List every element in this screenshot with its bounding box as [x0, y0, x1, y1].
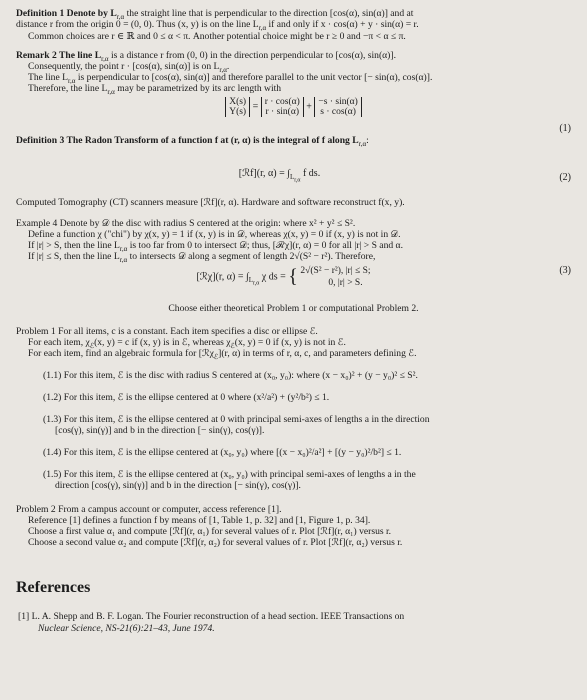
problem-1-line-1: Problem 1 For all items, c is a constant. Each item specifies a disc or ellipse ℰ.	[16, 326, 318, 337]
item-1-1: (1.1) For this item, ℰ is the disc with radius S centered at (x₀, y₀): where (x − x₀)² + (y − y₀)² ≤ S².	[43, 370, 418, 381]
problem-2-line-4: Choose a second value α₂ and compute [ℛf](r, α₂) for several values of r. Plot [ℛf](r, α₂) versus r.	[28, 537, 403, 548]
choose-sentence: Choose either theoretical Problem 1 or computational Problem 2.	[168, 303, 419, 314]
vector-s: −s · sin(α) s · cos(α)	[314, 97, 361, 117]
definition-1-line-1: Definition 1 Denote by $L_{r,\alpha}$ the straight line that is perpendicular to the direction [cos(α), sin(α)] and at	[16, 8, 414, 21]
problem-1-line-3: For each item, find an algebraic formula for [ℛχ$_ℰ$](r, α) in terms of r, α, c, and parameters defining ℰ.	[28, 348, 417, 361]
definition-1-line-3: Common choices are r ∈ ℝ and 0 ≤ α < π. Another potential choice might be r ≥ 0 and −π < α ≤ π.	[28, 31, 406, 42]
item-1-3-line-1: (1.3) For this item, ℰ is the ellipse centered at 0 with principal semi-axes of lengths a in the direction	[43, 414, 430, 425]
item-1-4: (1.4) For this item, ℰ is the ellipse centered at (x₀, y₀) where [(x − x₀)²/a²] + [(y − y₀)²/b²] ≤ 1.	[43, 447, 402, 458]
example-4-line-3: If |r| > S, then the line $L_{r,\alpha}$ is too far from 0 to intersect 𝒟; thus, [ℛχ](r, α) = 0 for all |r| > S and α.	[28, 240, 403, 253]
references-heading: References	[16, 579, 91, 596]
equation-1: X(s) Y(s) = r · cos(α) r · sin(α) + −s · sin(α) s · cos(α)	[0, 97, 587, 117]
example-4-line-4: If |r| ≤ S, then the line $L_{r,\alpha}$ to intersects 𝒟 along a segment of length 2√(S² − r²). Therefore,	[28, 251, 376, 264]
remark-2-line-2: Consequently, the point r · [cos(α), sin(α)] is on $L_{r,\alpha}$.	[28, 61, 230, 74]
problem-2-line-2: Reference [1] defines a function f by means of [1, Table 1, p. 32] and [1, Figure 1, p. 34].	[28, 515, 371, 526]
reference-1-line-2: Nuclear Science, NS-21(6):21–43, June 1974.	[38, 623, 215, 634]
vector-xy: X(s) Y(s)	[225, 97, 250, 117]
case-2: 0, |r| > S.	[328, 278, 363, 288]
equation-3-number: (3)	[559, 265, 571, 276]
case-1: 2√(S² − r²), |r| ≤ S;	[300, 266, 371, 276]
problem-1-line-2: For each item, $\chi_ℰ(x$, y) = c if (x, y) is in ℰ, whereas $\chi_ℰ(x$, y) = 0 if (x, y) is not in ℰ.	[28, 337, 346, 350]
example-4-line-1: Example 4 Denote by 𝒟 the disc with radius S centered at the origin: where x² + y² ≤ S².	[16, 218, 356, 229]
problem-2-line-3: Choose a first value α₁ and compute [ℛf](r, α₁) for several values of r. Plot [ℛf](r, α₁) versus r.	[28, 526, 392, 537]
equation-1-number: (1)	[559, 123, 571, 134]
reference-1-line-1: [1] L. A. Shepp and B. F. Logan. The Fourier reconstruction of a head section. IEEE Transactions on	[18, 611, 405, 622]
item-1-3-line-2: [cos(γ), sin(γ)] and b in the direction [− sin(γ), cos(γ)].	[55, 425, 265, 436]
item-1-5-line-1: (1.5) For this item, ℰ is the ellipse centered at (x₀, y₀) with principal semi-axes of lengths a in the	[43, 469, 416, 480]
problem-2-line-1: Problem 2 From a campus account or computer, access reference [1].	[16, 504, 282, 515]
equation-2: [ℛf](r, $\alpha) = \int_{L_{r,\alpha}}$ f ds.	[238, 168, 321, 184]
remark-2-line-1: Remark 2 The line $L_{r,\alpha}$ is a distance r from (0, 0) in the direction perpendicular to [cos(α), sin(α)].	[16, 50, 396, 63]
ct-sentence: Computed Tomography (CT) scanners measure [ℛf](r, α). Hardware and software reconstruct f(x, y).	[16, 197, 405, 208]
remark-2-line-3: The line $L_{r,\alpha}$ is perpendicular to [cos(α), sin(α)] and therefore parallel to the unit vector [− sin(α), cos(α)].	[28, 72, 433, 85]
definition-1-line-2: distance r from the origin 0 = (0, 0). Thus (x, y) is on the line $L_{r,\alpha}$ if and only if x · cos(α) + y · sin(α) = r.	[16, 19, 419, 32]
equation-2-number: (2)	[559, 172, 571, 183]
item-1-5-line-2: direction [cos(γ), sin(γ)] and b in the direction [− sin(γ), cos(γ)].	[55, 480, 301, 491]
definition-3: Definition 3 The Radon Transform of a function f at (r, α) is the integral of f along $L_{r,\alpha}$:	[16, 135, 369, 148]
remark-2-line-4: Therefore, the line $L_{r,\alpha}$ may be parametrized by its arc length with	[28, 83, 282, 96]
vector-r: r · cos(α) r · sin(α)	[261, 97, 304, 117]
example-4-line-2: Define a function χ ("chi") by χ(x, y) = 1 if (x, y) is in 𝒟, whereas χ(x, y) = 0 if (x, y) is not in 𝒟.	[28, 229, 401, 240]
item-1-2: (1.2) For this item, ℰ is the ellipse centered at 0 where (x²/a²) + (y²/b²) ≤ 1.	[43, 392, 330, 403]
equation-3: [ℛχ](r, $\alpha) = \int_{L_{r,\alpha}}$ χ ds = { 2√(S² − r²), |r| ≤ S; 0, |r| > S.	[196, 265, 371, 288]
